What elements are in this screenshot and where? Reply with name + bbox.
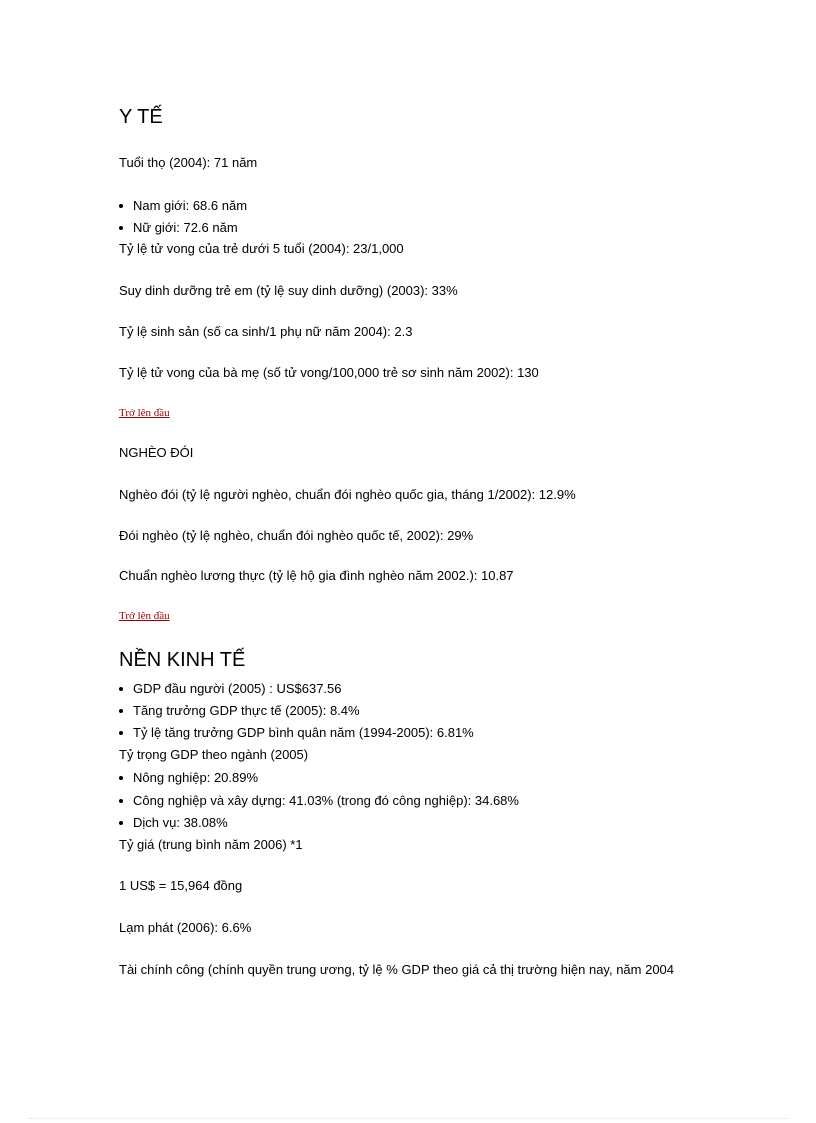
- poverty-heading: NGHÈO ĐÓI: [119, 445, 194, 460]
- exchange-rate-title: Tỷ giá (trung bình năm 2006) *1: [119, 837, 303, 852]
- bullet-icon: [119, 821, 123, 825]
- child-mortality: Tỷ lệ tử vong của trẻ dưới 5 tuổi (2004): 23/1,000: [119, 241, 404, 256]
- list-item: GDP đầu người (2005) : US$637.56: [119, 681, 342, 697]
- list-item: Nông nghiệp: 20.89%: [119, 770, 258, 786]
- bullet-icon: [119, 731, 123, 735]
- health-heading: Y TẾ: [119, 106, 163, 128]
- food-poverty: Chuẩn nghèo lương thực (tỷ lệ hộ gia đình nghèo năm 2002.): 10.87: [119, 568, 514, 583]
- list-item: Nữ giới: 72.6 năm: [119, 220, 238, 236]
- list-item: Công nghiệp và xây dựng: 41.03% (trong đó công nghiệp): 34.68%: [119, 793, 519, 809]
- exchange-rate-value: 1 US$ = 15,964 đồng: [119, 878, 243, 893]
- list-item: Tỷ lệ tăng trưởng GDP bình quân năm (1994-2005): 6.81%: [119, 725, 474, 741]
- inflation: Lạm phát (2006): 6.6%: [119, 920, 252, 935]
- economy-heading: NỀN KINH TẾ: [119, 649, 246, 671]
- list-item: Nam giới: 68.6 năm: [119, 198, 247, 214]
- poverty-international: Đói nghèo (tỷ lệ nghèo, chuẩn đói nghèo quốc tế, 2002): 29%: [119, 528, 474, 543]
- malnutrition: Suy dinh dưỡng trẻ em (tỷ lệ suy dinh dưỡng) (2003): 33%: [119, 283, 458, 298]
- list-item: Dịch vụ: 38.08%: [119, 815, 228, 831]
- public-finance: Tài chính công (chính quyền trung ương, tỷ lệ % GDP theo giá cả thị trường hiện nay, năm 2004: [119, 962, 675, 977]
- list-item: Tăng trưởng GDP thực tế (2005): 8.4%: [119, 703, 360, 719]
- bullet-icon: [119, 204, 123, 208]
- bullet-icon: [119, 709, 123, 713]
- bullet-icon: [119, 226, 123, 230]
- life-expectancy: Tuổi thọ (2004): 71 năm: [119, 155, 258, 170]
- sector-title: Tỷ trọng GDP theo ngành (2005): [119, 747, 309, 762]
- bullet-icon: [119, 687, 123, 691]
- bullet-icon: [119, 776, 123, 780]
- fertility-rate: Tỷ lệ sinh sản (số ca sinh/1 phụ nữ năm 2004): 2.3: [119, 324, 413, 339]
- page-divider: [28, 1118, 788, 1119]
- maternal-mortality: Tỷ lệ tử vong của bà mẹ (số tử vong/100,000 trẻ sơ sinh năm 2002): 130: [119, 365, 539, 380]
- bullet-icon: [119, 799, 123, 803]
- back-to-top-link[interactable]: Trở lên đầu: [119, 407, 170, 419]
- back-to-top-link[interactable]: Trở lên đầu: [119, 610, 170, 622]
- poverty-national: Nghèo đói (tỷ lệ người nghèo, chuẩn đói nghèo quốc gia, tháng 1/2002): 12.9%: [119, 487, 576, 502]
